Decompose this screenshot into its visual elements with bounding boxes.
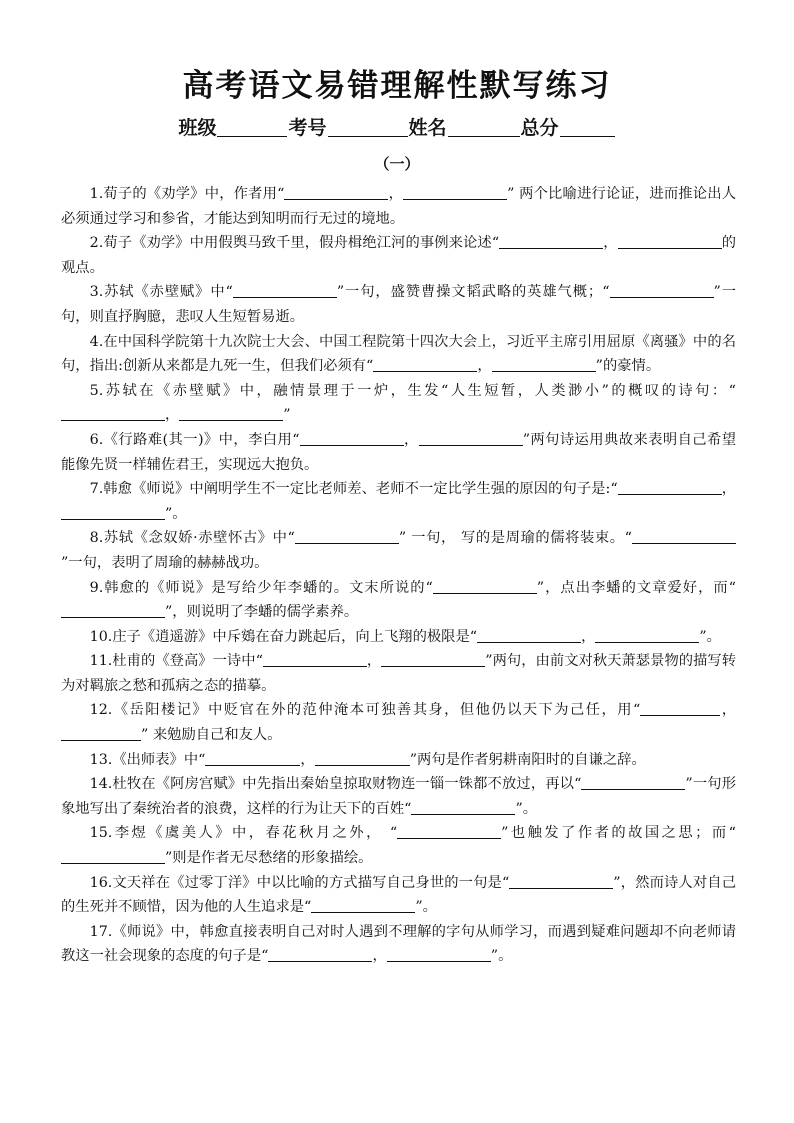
answer-blank[interactable]: [640, 699, 720, 716]
answer-blank[interactable]: [492, 355, 596, 372]
question-text: ”一句形象地写出了秦统治者的浪费，这样的行为让天下的百姓“: [61, 776, 736, 817]
question-text: ” 两个比喻进行论证，进而推论出人必须通过学习和参省，才能达到知明而行无过的境地。: [61, 186, 737, 227]
answer-blank[interactable]: [179, 404, 283, 421]
answer-blank[interactable]: [499, 232, 603, 249]
question-11: [61, 649, 736, 698]
question-5: [61, 379, 736, 428]
question-text: 10.庄子《逍遥游》中斥鴳在奋力跳起后，向上飞翔的极限是“: [89, 628, 478, 645]
question-text: 14.杜牧在《阿房宫赋》中先指出秦始皇掠取财物连一锱一铢都不放过，再以“: [89, 776, 582, 793]
question-text: ”两句是作者躬耕南阳时的自谦之辞。: [409, 751, 646, 768]
question-text: 6.《行路难(其一)》中，李白用“: [89, 431, 300, 448]
answer-blank[interactable]: [397, 822, 501, 839]
name-label: 姓名: [408, 117, 447, 139]
answer-blank[interactable]: [618, 232, 722, 249]
class-blank[interactable]: [217, 116, 287, 137]
question-16: [61, 871, 736, 920]
question-text: ，: [477, 358, 492, 375]
question-text: ”一句，盛赞曹操文韬武略的英雄气概；“: [336, 284, 610, 301]
answer-blank[interactable]: [373, 355, 477, 372]
answer-blank[interactable]: [205, 749, 300, 766]
answer-blank[interactable]: [233, 281, 337, 298]
question-text: 9.韩愈的《师说》是写给少年李蟠的。文末所说的“: [89, 579, 433, 596]
question-text: ”的豪情。: [595, 358, 661, 375]
answer-blank[interactable]: [610, 281, 714, 298]
question-text: 8.苏轼《念奴娇·赤壁怀古》中“: [89, 530, 295, 547]
question-text: ”一句，表明了周瑜的赫赫战功。: [61, 554, 269, 571]
question-text: 17.《师说》中，韩愈直接表明自己对时人遇到不理解的字句从师学习，而遇到疑难问题却不向老师请教这一社会现象的态度的句子是“: [61, 923, 736, 965]
answer-blank[interactable]: [61, 724, 141, 741]
answer-blank[interactable]: [295, 527, 399, 544]
question-9: [61, 576, 736, 625]
answer-blank[interactable]: [284, 183, 388, 200]
question-7: [61, 477, 736, 526]
section-heading: （一）: [374, 155, 420, 173]
question-text: ，: [165, 407, 180, 424]
question-text: ”，点出李蟠的文章爱好，而“: [536, 579, 736, 596]
question-text: ”两句，由前文对秋天萧瑟景物的描写转为对羁旅之愁和孤病之态的描摹。: [61, 653, 737, 694]
question-1: [61, 182, 736, 231]
answer-blank[interactable]: [381, 650, 485, 667]
question-text: 16.文天祥在《过零丁洋》中以比喻的方式描写自己身世的一句是“: [89, 874, 510, 891]
question-text: ”也触发了作者的故国之思；而“: [501, 825, 736, 842]
answer-blank[interactable]: [509, 872, 613, 889]
question-text: ”一句，则直抒胸臆，悲叹人生短暂易逝。: [61, 284, 737, 325]
question-10: [61, 625, 736, 650]
question-text: 12.《岳阳楼记》中贬官在外的范仲淹本可独善其身，但他仍以天下为己任，用“: [89, 702, 641, 719]
question-6: [61, 428, 736, 477]
question-12: [61, 698, 736, 747]
question-14: [61, 772, 736, 821]
answer-blank[interactable]: [433, 577, 537, 594]
question-text: ，: [581, 628, 596, 645]
name-blank[interactable]: [448, 116, 520, 137]
question-text: 7.韩愈《师说》中阐明学生不一定比老师差、老师不一定比学生强的原因的句子是:“: [89, 481, 618, 498]
question-text: ，: [366, 653, 382, 670]
question-2: [61, 231, 736, 280]
question-text: ，: [372, 948, 387, 965]
answer-blank[interactable]: [618, 478, 722, 495]
question-list: [61, 182, 736, 969]
question-8: [61, 526, 736, 575]
answer-blank[interactable]: [263, 650, 367, 667]
exam-no-blank[interactable]: [328, 116, 408, 137]
answer-blank[interactable]: [632, 527, 736, 544]
question-text: 5.苏轼在《赤壁赋》中，融情景理于一炉，生发“人生短暂，人类渺小”的概叹的诗句：“: [89, 382, 736, 399]
question-text: ”，则说明了李蟠的儒学素养。: [165, 604, 359, 621]
question-text: ，: [720, 702, 736, 719]
student-info-line: [0, 113, 794, 140]
answer-blank[interactable]: [403, 183, 507, 200]
answer-blank[interactable]: [61, 601, 165, 618]
question-text: 4.在中国科学院第十九次院士大会、中国工程院第十四次大会上，习近平主席引用屈原《离骚》中的名句，指出:创新从来都是九死一生，但我们必须有“: [61, 333, 736, 375]
question-text: ，: [721, 481, 737, 498]
question-text: 13.《出师表》中“: [89, 751, 206, 768]
question-text: ”。: [415, 899, 437, 916]
question-text: ”。: [165, 505, 187, 522]
question-13: [61, 748, 736, 773]
question-text: ，: [603, 235, 618, 252]
question-text: ”两句诗运用典故来表明自己希望能像先贤一样辅佐君王，实现远大抱负。: [61, 431, 737, 473]
question-text: ，: [388, 186, 404, 202]
question-text: 3.苏轼《赤壁赋》中“: [89, 284, 233, 301]
answer-blank[interactable]: [581, 773, 685, 790]
worksheet-title: 高考语文易错理解性默写练习: [182, 68, 612, 104]
answer-blank[interactable]: [61, 503, 165, 520]
question-text: ”: [283, 407, 291, 424]
question-text: 2.荀子《劝学》中用假舆马致千里，假舟楫绝江河的事例来论述“: [89, 235, 500, 252]
question-text: 15.李煜《虞美人》中，春花秋月之外， “: [89, 825, 398, 842]
answer-blank[interactable]: [419, 429, 523, 446]
class-label: 班级: [178, 117, 217, 139]
question-text: 11.杜甫的《登高》一诗中“: [89, 653, 263, 670]
question-text: ”，然而诗人对自己的生死并不顾惜，因为他的人生追求是“: [61, 874, 736, 916]
question-text: ”则是作者无尽愁绪的形象描绘。: [165, 850, 373, 867]
question-text: ，: [403, 431, 419, 448]
answer-blank[interactable]: [268, 945, 372, 962]
question-4: [61, 330, 736, 379]
question-15: [61, 821, 736, 870]
answer-blank[interactable]: [61, 404, 165, 421]
score-blank[interactable]: [560, 116, 615, 137]
answer-blank[interactable]: [411, 798, 515, 815]
answer-blank[interactable]: [595, 626, 699, 643]
question-text: 1.荀子的《劝学》中，作者用“: [89, 186, 285, 202]
question-text: ”。: [699, 628, 721, 645]
question-17: [61, 920, 736, 969]
score-label: 总分: [520, 117, 559, 139]
answer-blank[interactable]: [300, 429, 404, 446]
answer-blank[interactable]: [477, 626, 581, 643]
question-text: ，: [300, 751, 315, 768]
question-text: 的观点。: [61, 235, 736, 276]
answer-blank[interactable]: [387, 945, 491, 962]
question-text: ” 来勉励自己和友人。: [141, 727, 282, 744]
question-text: ” 一句， 写的是周瑜的儒将装束。“: [398, 530, 632, 547]
answer-blank[interactable]: [61, 847, 165, 864]
answer-blank[interactable]: [315, 749, 410, 766]
exam-no-label: 考号: [288, 117, 327, 139]
question-text: ”。: [515, 800, 538, 817]
answer-blank[interactable]: [311, 896, 415, 913]
question-text: ”。: [490, 948, 513, 965]
question-3: [61, 280, 736, 329]
